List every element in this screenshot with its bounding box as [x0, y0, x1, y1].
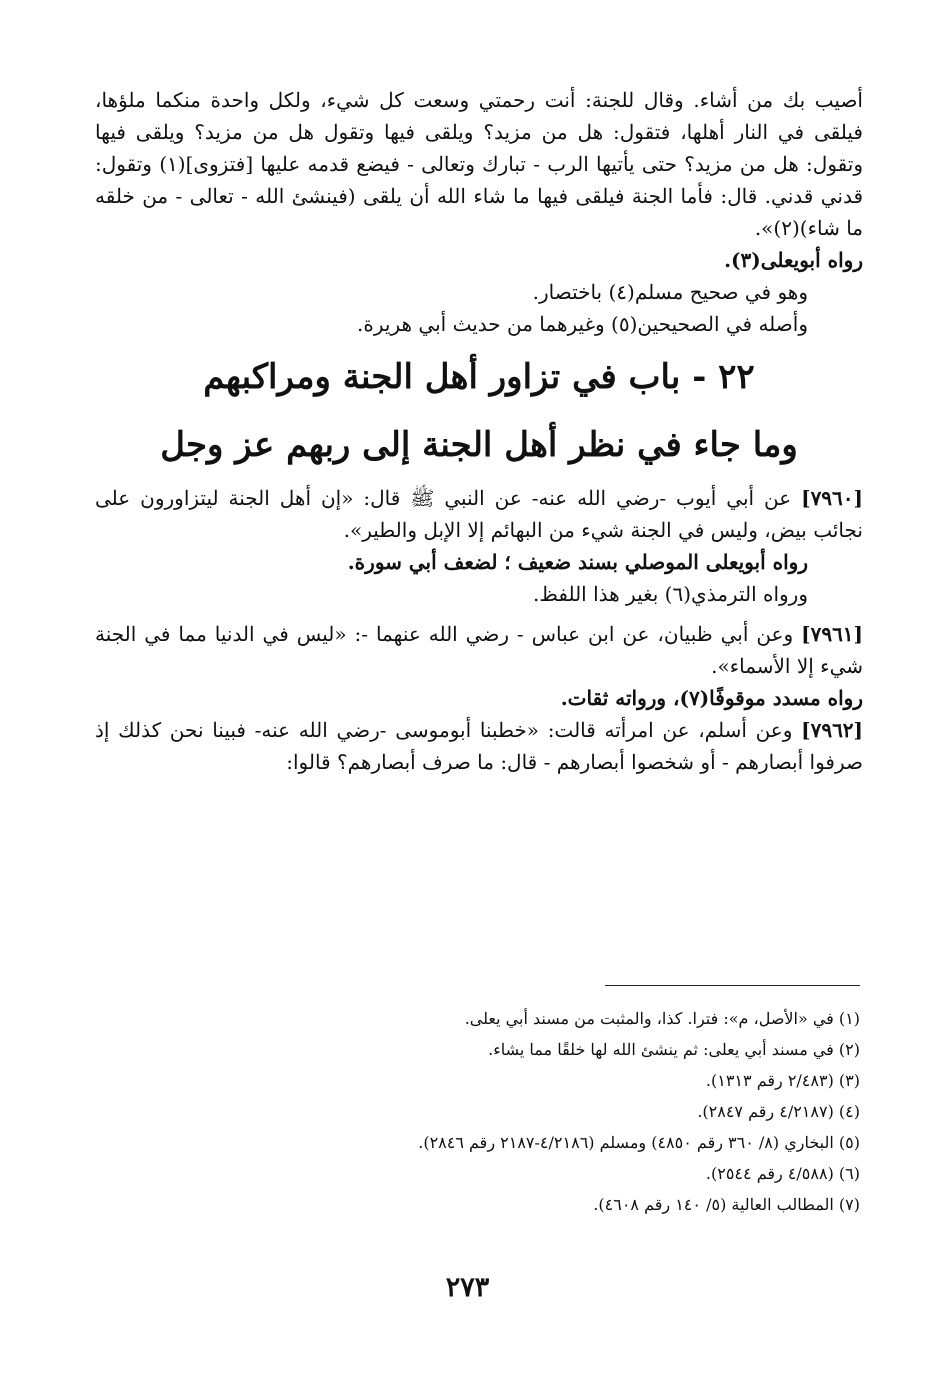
hadith-text: وعن أسلم، عن امرأته قالت: «خطبنا أبوموسى -رضي الله عنه- فبينا نحن كذلك إذ صرفوا أبصارهم - أو شخصوا أبصارهم - قال: ما صرف أبصارهم؟ قالوا: — [95, 718, 863, 774]
footnote-5: (٥) البخاري (٨/ ٣٦٠ رقم ٤٨٥٠) ومسلم (٤/٢١٨٦-٢١٨٧ رقم ٢٨٤٦). — [418, 1133, 860, 1152]
footnote-4: (٤) (٤/٢١٨٧ رقم ٢٨٤٧). — [697, 1102, 860, 1121]
chapter-title: ٢٢ - باب في تزاور أهل الجنة ومراكبهم — [203, 357, 755, 397]
chapter-subtitle: وما جاء في نظر أهل الجنة إلى ربهم عز وجل — [160, 425, 798, 465]
hadith-text: عن أبي أيوب -رضي الله عنه- عن النبي ﷺ قال: «إن أهل الجنة ليتزاورون على نجائب بيض، وليس في الجنة شيء من البهائم إلا الإبل والطير». — [95, 486, 863, 542]
hadith-text: وعن أبي ظبيان، عن ابن عباس - رضي الله عنهما -: «ليس في الدنيا مما في الجنة شيء إلا الأسماء». — [95, 622, 863, 678]
footnote-3: (٣) (٢/٤٨٣ رقم ١٣١٣). — [705, 1071, 860, 1090]
hadith-number: [٧٩٦٢] — [801, 718, 864, 742]
hadith-7961-source: رواه مسدد موقوفًا(٧)، ورواته ثقات. — [560, 686, 863, 710]
hadith-7960 — [95, 482, 863, 546]
hadith-continuation: أصيب بك من أشاء. وقال للجنة: أنت رحمتي وسعت كل شيء، ولكل واحدة منكما ملؤها، فيلقى في النار أهلها، فتقول: هل من مزيد؟ ويلقى فيها وتقول هل من مزيد؟ ويلقى فيها وتقول: هل من مزيد؟ حتى يأتيها الرب - تبارك وتعالى - فيضع قدمه عليها [فتزوى](١) وتقول: قدني قدني. قال: فأما الجنة فيلقى فيها ما شاء الله أن يلقى (فينشئ الله - تعالى - من خلقه ما شاء)(٢)». — [95, 88, 864, 240]
footnote-6: (٦) (٤/٥٨٨ رقم ٢٥٤٤). — [705, 1164, 860, 1183]
footnote-1: (١) في «الأصل، م»: فترا. كذا، والمثبت من مسند أبي يعلى. — [464, 1009, 860, 1028]
hadith-7960-tirmidhi: ورواه الترمذي(٦) بغير هذا اللفظ. — [532, 582, 808, 606]
source-abu-yala: رواه أبويعلى(٣). — [724, 248, 863, 272]
footnotes — [95, 1003, 860, 1220]
main-text — [95, 84, 863, 778]
hadith-number: [٧٩٦٠] — [801, 486, 863, 510]
footnote-7: (٧) المطالب العالية (٥/ ١٤٠ رقم ٤٦٠٨). — [593, 1195, 860, 1214]
hadith-7961 — [95, 618, 863, 682]
page-number: ٢٧٣ — [445, 1272, 490, 1303]
note-sahihayn: وأصله في الصحيحين(٥) وغيرهما من حديث أبي هريرة. — [357, 312, 808, 336]
hadith-7962 — [95, 714, 863, 778]
note-muslim: وهو في صحيح مسلم(٤) باختصار. — [532, 280, 808, 304]
footnote-divider — [605, 985, 860, 986]
hadith-7960-source: رواه أبويعلى الموصلي بسند ضعيف ؛ لضعف أبي سورة. — [347, 550, 808, 574]
hadith-number: [٧٩٦١] — [801, 622, 864, 646]
footnote-2: (٢) في مسند أبي يعلى: ثم ينشئ الله لها خلقًا مما يشاء. — [488, 1040, 860, 1059]
